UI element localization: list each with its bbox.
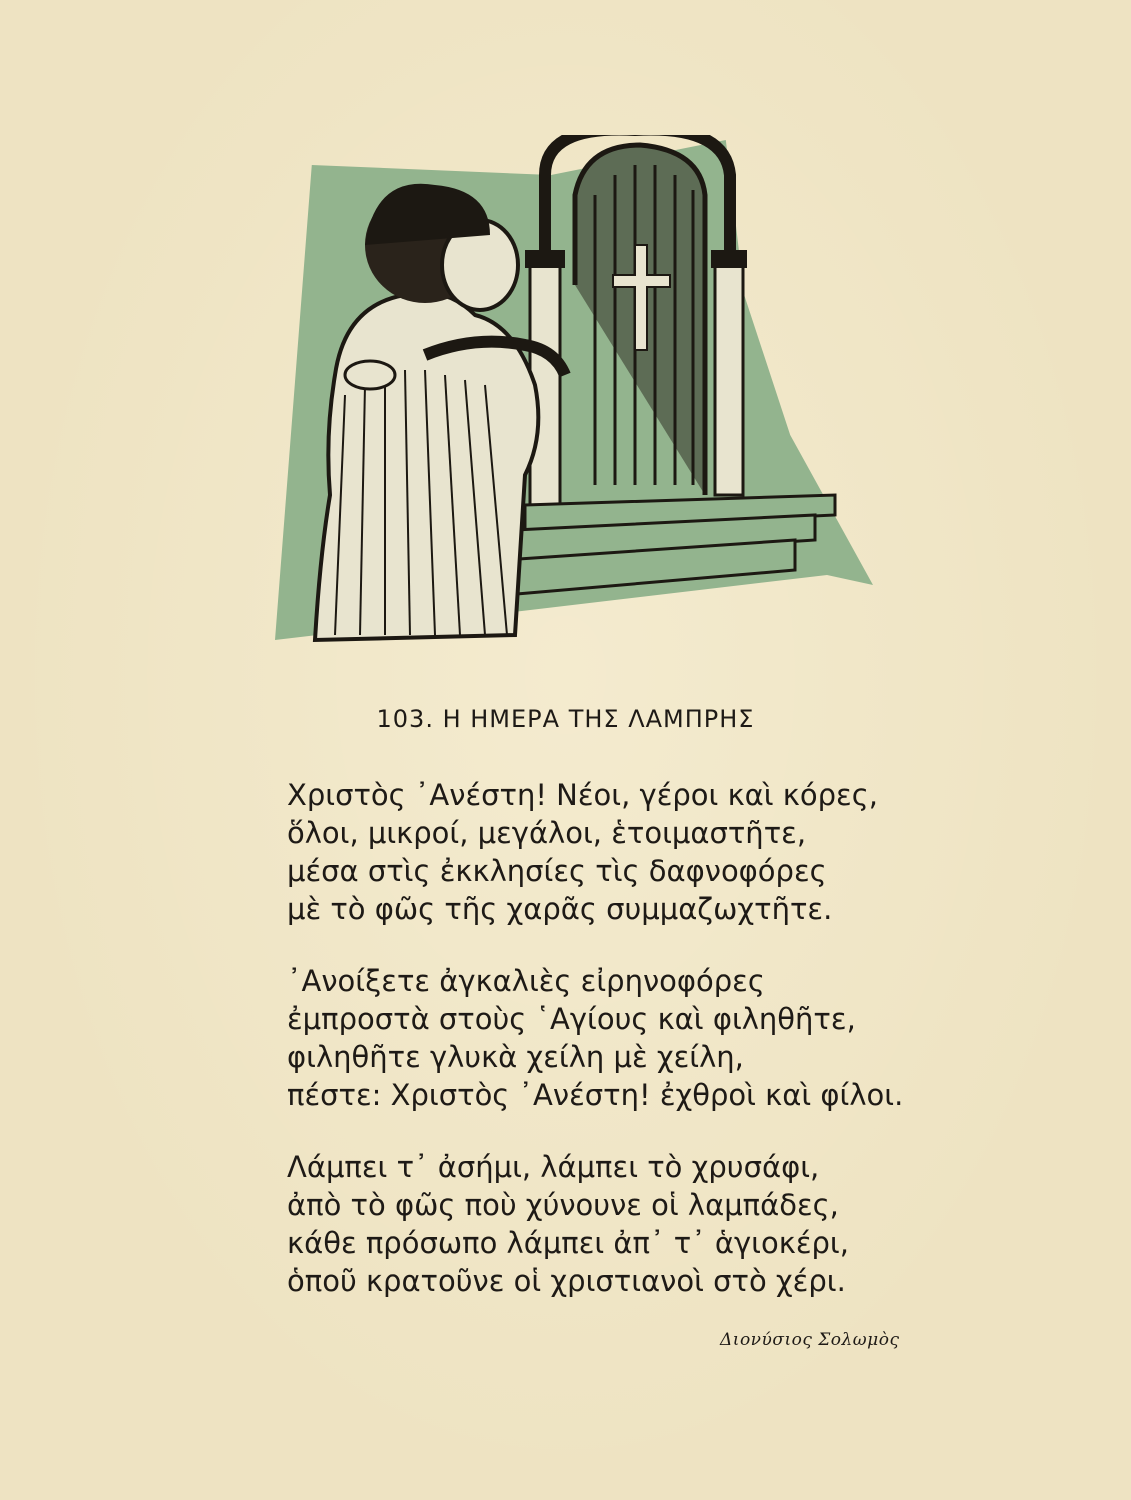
- poem-line: Λάμπει τ᾿ ἀσήμι, λάμπει τὸ χρυσάφι,: [287, 1150, 820, 1184]
- woodcut-illustration: [275, 135, 875, 645]
- poem-line: φιληθῆτε γλυκὰ χείλη μὲ χείλη,: [287, 1040, 744, 1074]
- poem-line: κάθε πρόσωπο λάμπει ἀπ᾿ τ᾿ ἁγιοκέρι,: [287, 1226, 849, 1260]
- stanza-1: [287, 776, 878, 928]
- poem-line: ὁποῦ κρατοῦνε οἱ χριστιανοὶ στὸ χέρι.: [287, 1264, 846, 1298]
- poem-line: ᾿Ανοίξετε ἀγκαλιὲς εἰρηνοφόρες: [287, 964, 765, 998]
- stanza-3: [287, 1148, 849, 1300]
- stanza-2: [287, 962, 903, 1114]
- woodcut-embracing-figures-before-church-door-icon: [275, 135, 875, 645]
- poem-line: πέστε: Χριστὸς ᾿Ανέστη! ἐχθροὶ καὶ φίλοι.: [287, 1078, 904, 1112]
- poem-line: μέσα στὶς ἐκκλησίες τὶς δαφνοφόρες: [287, 854, 827, 888]
- poem-line: ἀπὸ τὸ φῶς ποὺ χύνουνε οἱ λαμπάδες,: [287, 1188, 839, 1222]
- poem-line: ὅλοι, μικροί, μεγάλοι, ἑτοιμαστῆτε,: [287, 816, 807, 850]
- poem-line: Χριστὸς ᾿Ανέστη! Νέοι, γέροι καὶ κόρες,: [287, 778, 878, 812]
- poem-line: μὲ τὸ φῶς τῆς χαρᾶς συμμαζωχτῆτε.: [287, 892, 833, 926]
- poem-title: 103. Η ΗΜΕΡΑ ΤΗΣ ΛΑΜΠΡΗΣ: [376, 705, 755, 733]
- poem-author: Διονύσιος Σολωμὸς: [720, 1330, 900, 1350]
- poem-line: ἐμπροστὰ στοὺς ῾Αγίους καὶ φιληθῆτε,: [287, 1002, 856, 1036]
